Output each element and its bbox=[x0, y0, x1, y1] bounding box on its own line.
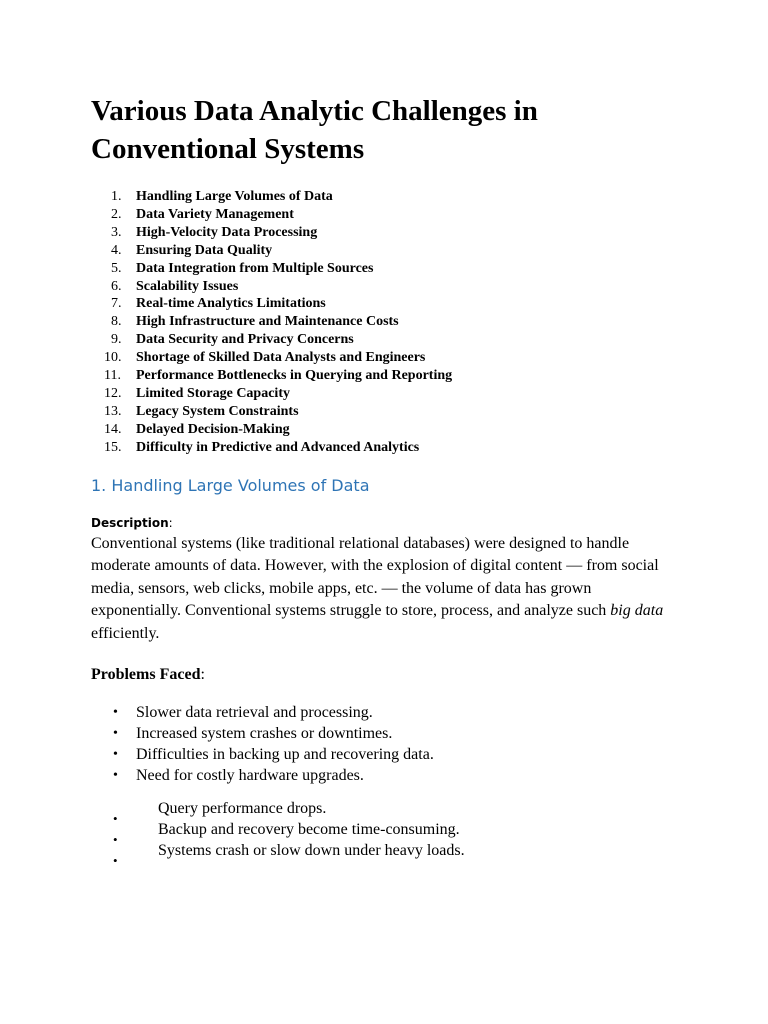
list-item-label: Data Variety Management bbox=[136, 206, 294, 222]
list-item-number: 12. bbox=[104, 385, 122, 401]
bullet-text: Systems crash or slow down under heavy loads. bbox=[158, 842, 465, 859]
list-item-number: 8. bbox=[111, 314, 122, 330]
paragraph-text: Conventional systems (like traditional relational databases) were designed to handle moderate amounts of data. However, with the explosion of digital content — from social media, sensors, web clicks, mobile apps, etc. — the volume of data has grown exponentially. Conventional systems struggle to store, process, and analyze such bbox=[91, 534, 659, 620]
list-item bbox=[91, 278, 691, 296]
list-item-label: Shortage of Skilled Data Analysts and Engineers bbox=[136, 350, 426, 366]
list-item bbox=[91, 367, 691, 385]
list-item-number: 5. bbox=[111, 260, 122, 276]
page-title bbox=[91, 92, 691, 168]
list-item bbox=[91, 385, 691, 403]
list-item bbox=[91, 313, 691, 331]
problems-label bbox=[91, 664, 691, 686]
list-item-number: 2. bbox=[111, 206, 122, 222]
list-item-number: 15. bbox=[104, 439, 122, 455]
problems-list bbox=[91, 702, 691, 786]
list-item bbox=[91, 224, 691, 242]
list-item bbox=[91, 861, 691, 882]
section-heading: 1. Handling Large Volumes of Data bbox=[91, 475, 370, 495]
list-item-label: Delayed Decision-Making bbox=[136, 421, 290, 437]
list-item-number: 11. bbox=[104, 368, 121, 384]
description-paragraph bbox=[91, 533, 681, 646]
misaligned-bullet-list bbox=[91, 798, 691, 882]
list-item bbox=[91, 840, 691, 868]
list-item bbox=[91, 242, 691, 260]
list-item-number: 10. bbox=[104, 350, 122, 366]
list-item-label: Performance Bottlenecks in Querying and Reporting bbox=[136, 368, 453, 384]
bullet-text: Increased system crashes or downtimes. bbox=[136, 724, 393, 742]
bullet-icon: • bbox=[113, 811, 118, 826]
list-item-number: 7. bbox=[111, 296, 122, 312]
list-item-label: Legacy System Constraints bbox=[136, 403, 299, 419]
list-item-label: Limited Storage Capacity bbox=[136, 385, 290, 401]
bullet-icon: • bbox=[113, 832, 118, 847]
list-item bbox=[91, 819, 691, 847]
list-item-number: 13. bbox=[104, 403, 122, 419]
description-label bbox=[91, 515, 691, 531]
list-item bbox=[91, 765, 691, 786]
title-line-1: Various Data Analytic Challenges in bbox=[91, 95, 538, 127]
problems-label-text: Problems Faced bbox=[91, 665, 201, 683]
list-item-label: Data Security and Privacy Concerns bbox=[136, 332, 354, 348]
bullet-text: Difficulties in backing up and recovering data. bbox=[136, 745, 434, 763]
list-item bbox=[91, 403, 691, 421]
list-item-label: High-Velocity Data Processing bbox=[136, 224, 318, 240]
list-item bbox=[91, 798, 691, 826]
bullet-icon: • bbox=[113, 853, 118, 868]
bullet-icon: • bbox=[113, 767, 118, 783]
list-item-label: Ensuring Data Quality bbox=[136, 242, 273, 258]
list-item-label: Real-time Analytics Limitations bbox=[136, 296, 326, 312]
title-line-2: Conventional Systems bbox=[91, 133, 365, 165]
description-colon: : bbox=[168, 515, 173, 530]
document-page bbox=[91, 92, 691, 786]
list-item-label: Scalability Issues bbox=[136, 278, 239, 294]
list-item-number: 9. bbox=[111, 332, 122, 348]
bullet-icon: • bbox=[113, 725, 118, 741]
list-item-label: Data Integration from Multiple Sources bbox=[136, 260, 374, 276]
list-item bbox=[91, 349, 691, 367]
paragraph-text-end: efficiently. bbox=[91, 624, 160, 642]
list-item-label: Difficulty in Predictive and Advanced Analytics bbox=[136, 439, 420, 455]
problems-colon: : bbox=[200, 665, 205, 683]
list-item bbox=[91, 295, 691, 313]
list-item-label: Handling Large Volumes of Data bbox=[136, 189, 333, 204]
list-item bbox=[91, 744, 691, 765]
list-item bbox=[91, 260, 691, 278]
bullet-icon: • bbox=[113, 704, 118, 720]
list-item-number: 1. bbox=[111, 189, 122, 204]
list-item-number: 4. bbox=[111, 242, 122, 258]
challenges-list bbox=[91, 188, 691, 457]
list-item-label: High Infrastructure and Maintenance Costs bbox=[136, 314, 399, 330]
list-item-number: 3. bbox=[111, 224, 122, 240]
bullet-text: Backup and recovery become time-consuming. bbox=[158, 821, 460, 838]
bullet-text: Slower data retrieval and processing. bbox=[136, 703, 373, 721]
italic-term: big data bbox=[610, 602, 664, 620]
list-item bbox=[91, 723, 691, 744]
list-item bbox=[91, 188, 691, 206]
list-item-number: 6. bbox=[111, 278, 122, 294]
bullet-text: Need for costly hardware upgrades. bbox=[136, 766, 364, 784]
list-item bbox=[91, 439, 691, 457]
list-item-number: 14. bbox=[104, 421, 122, 437]
bullet-text: Query performance drops. bbox=[158, 800, 327, 817]
bullet-icon: • bbox=[113, 746, 118, 762]
list-item bbox=[91, 421, 691, 439]
description-label-text: Description bbox=[91, 515, 169, 530]
list-item bbox=[91, 331, 691, 349]
list-item bbox=[91, 206, 691, 224]
list-item bbox=[91, 702, 691, 723]
